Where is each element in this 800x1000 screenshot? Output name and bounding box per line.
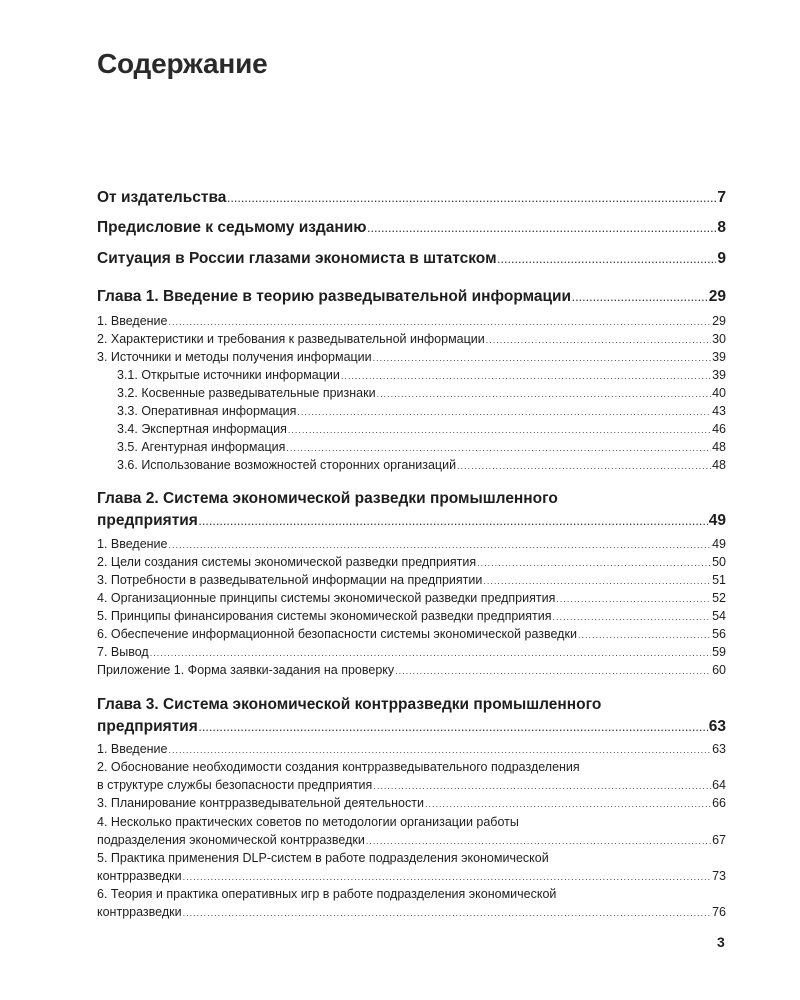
toc-page-number: 76 (712, 905, 726, 919)
toc-page-number: 39 (712, 368, 726, 382)
toc-entry-title: Предисловие к седьмому изданию (97, 219, 367, 236)
dot-leader (477, 558, 711, 569)
toc-item-title: в структуре службы безопасности предприятия (97, 778, 373, 792)
dot-leader (553, 612, 712, 623)
toc-chapter-2[interactable] (97, 512, 726, 531)
toc-item-first-line[interactable]: 6. Теория и практика оперативных игр в работе подразделения экономической (97, 887, 557, 901)
dot-leader (183, 872, 712, 883)
dot-leader (373, 353, 711, 364)
dot-leader (169, 317, 712, 328)
toc-item-title: 3. Потребности в разведывательной информации на предприятии (97, 573, 483, 587)
dot-leader (486, 335, 711, 346)
toc-entry-situation[interactable] (97, 250, 726, 269)
toc-item-first-line[interactable]: 5. Практика применения DLP-систем в работе подразделения экономической (97, 851, 549, 865)
toc-item[interactable] (97, 537, 726, 552)
toc-item-title: подразделения экономической контрразведки (97, 833, 365, 847)
dot-leader (286, 443, 711, 454)
toc-page-number: 49 (712, 537, 726, 551)
toc-page-number: 29 (708, 288, 726, 305)
toc-subitem[interactable] (117, 440, 726, 455)
toc-page-number: 8 (717, 219, 726, 236)
toc-page-number: 29 (712, 314, 726, 328)
dot-leader (183, 908, 712, 919)
toc-item[interactable] (97, 627, 726, 642)
toc-page-number: 67 (712, 833, 726, 847)
toc-chapter-title: предприятия (97, 512, 198, 529)
toc-item[interactable] (97, 742, 726, 757)
toc-item-title: 1. Введение (97, 314, 168, 328)
toc-chapter-2-title-line[interactable]: Глава 2. Система экономической разведки промышленного (97, 490, 558, 507)
dot-leader (227, 194, 716, 205)
dot-leader (498, 255, 717, 266)
toc-item[interactable] (97, 555, 726, 570)
toc-page-number: 59 (712, 645, 726, 659)
toc-item[interactable] (97, 833, 726, 848)
toc-item-title: 3.5. Агентурная информация (117, 440, 286, 454)
page-number: 3 (717, 934, 725, 950)
toc-entry-preface[interactable] (97, 219, 726, 238)
toc-page-number: 54 (712, 609, 726, 623)
toc-page-number: 49 (708, 512, 726, 529)
dot-leader (572, 293, 708, 304)
toc-item-title: 3. Планирование контрразведывательной деятельности (97, 796, 424, 810)
toc-subitem[interactable] (117, 368, 726, 383)
toc-page-number: 66 (712, 796, 726, 810)
toc-item-title: 6. Обеспечение информационной безопасности системы экономической разведки (97, 627, 577, 641)
toc-item[interactable] (97, 591, 726, 606)
toc-entry-title: От издательства (97, 189, 227, 206)
toc-page-number: 46 (712, 422, 726, 436)
toc-item-title: 3.6. Использование возможностей сторонних организаций (117, 458, 457, 472)
toc-item-title: 3.4. Экспертная информация (117, 422, 287, 436)
toc-entry-title: Ситуация в России глазами экономиста в штатском (97, 250, 497, 267)
toc-chapter-3[interactable] (97, 718, 726, 737)
dot-leader (457, 461, 711, 472)
toc-page-number: 60 (712, 663, 726, 677)
toc-item[interactable] (97, 573, 726, 588)
dot-leader (395, 666, 711, 677)
toc-subitem[interactable] (117, 404, 726, 419)
toc-page-number: 7 (717, 189, 726, 206)
toc-page-number: 51 (712, 573, 726, 587)
toc-item-title: 3.2. Косвенные разведывательные признаки (117, 386, 376, 400)
toc-page-number: 64 (712, 778, 726, 792)
toc-chapter-title: предприятия (97, 718, 198, 735)
dot-leader (297, 407, 711, 418)
dot-leader (368, 224, 717, 235)
dot-leader (366, 836, 711, 847)
dot-leader (377, 389, 712, 400)
dot-leader (425, 799, 711, 810)
toc-page-number: 52 (712, 591, 726, 605)
toc-page-number: 48 (712, 440, 726, 454)
toc-page-number: 9 (717, 250, 726, 267)
toc-item-title: 1. Введение (97, 742, 168, 756)
toc-chapter-3-title-line[interactable]: Глава 3. Система экономической контрразведки промышленного (97, 696, 602, 713)
toc-item[interactable] (97, 905, 726, 920)
toc-subitem[interactable] (117, 386, 726, 401)
toc-item-title: 5. Принципы финансирования системы экономической разведки предприятия (97, 609, 552, 623)
toc-item-title: 1. Введение (97, 537, 168, 551)
dot-leader (150, 648, 711, 659)
toc-page-number: 50 (712, 555, 726, 569)
dot-leader (556, 594, 711, 605)
toc-item[interactable] (97, 350, 726, 365)
dot-leader (169, 540, 712, 551)
toc-item[interactable] (97, 645, 726, 660)
toc-item-title: 2. Цели создания системы экономической разведки предприятия (97, 555, 477, 569)
toc-item-title: 7. Вывод (97, 645, 149, 659)
toc-page-number: 63 (712, 742, 726, 756)
toc-page-number: 48 (712, 458, 726, 472)
toc-item[interactable] (97, 332, 726, 347)
toc-item-title: контрразведки (97, 905, 182, 919)
toc-item[interactable] (97, 796, 726, 811)
toc-subitem[interactable] (117, 422, 726, 437)
toc-item-first-line[interactable]: 4. Несколько практических советов по методологии организации работы (97, 815, 519, 829)
toc-item-title: 3.1. Открытые источники информации (117, 368, 340, 382)
dot-leader (288, 425, 711, 436)
toc-page-number: 39 (712, 350, 726, 364)
toc-item-title: контрразведки (97, 869, 182, 883)
toc-page-number: 63 (708, 718, 726, 735)
toc-item[interactable] (97, 663, 726, 678)
toc-page-number: 30 (712, 332, 726, 346)
toc-chapter-1[interactable] (97, 288, 726, 307)
dot-leader (341, 371, 711, 382)
toc-entry-from-publisher[interactable] (97, 189, 726, 208)
toc-item[interactable] (97, 778, 726, 793)
toc-item-title: 4. Организационные принципы системы экономической разведки предприятия (97, 591, 556, 605)
toc-item-title: Приложение 1. Форма заявки-задания на проверку (97, 663, 395, 677)
toc-page-number: 73 (712, 869, 726, 883)
toc-item[interactable] (97, 869, 726, 884)
dot-leader (578, 630, 711, 641)
dot-leader (199, 723, 708, 734)
dot-leader (199, 517, 708, 528)
toc-chapter-title: Глава 1. Введение в теорию разведывательной информации (97, 288, 572, 305)
toc-item[interactable] (97, 314, 726, 329)
toc-item-title: 3.3. Оперативная информация (117, 404, 297, 418)
toc-page-number: 40 (712, 386, 726, 400)
toc-item-title: 2. Характеристики и требования к разведывательной информации (97, 332, 485, 346)
dot-leader (373, 781, 711, 792)
dot-leader (483, 576, 711, 587)
toc-item-title: 3. Источники и методы получения информации (97, 350, 372, 364)
toc-subitem[interactable] (117, 458, 726, 473)
toc-item[interactable] (97, 609, 726, 624)
toc-page-number: 43 (712, 404, 726, 418)
toc-item-first-line[interactable]: 2. Обоснование необходимости создания контрразведывательного подразделения (97, 760, 580, 774)
toc-page-number: 56 (712, 627, 726, 641)
dot-leader (169, 745, 712, 756)
page-title: Содержание (97, 48, 268, 79)
